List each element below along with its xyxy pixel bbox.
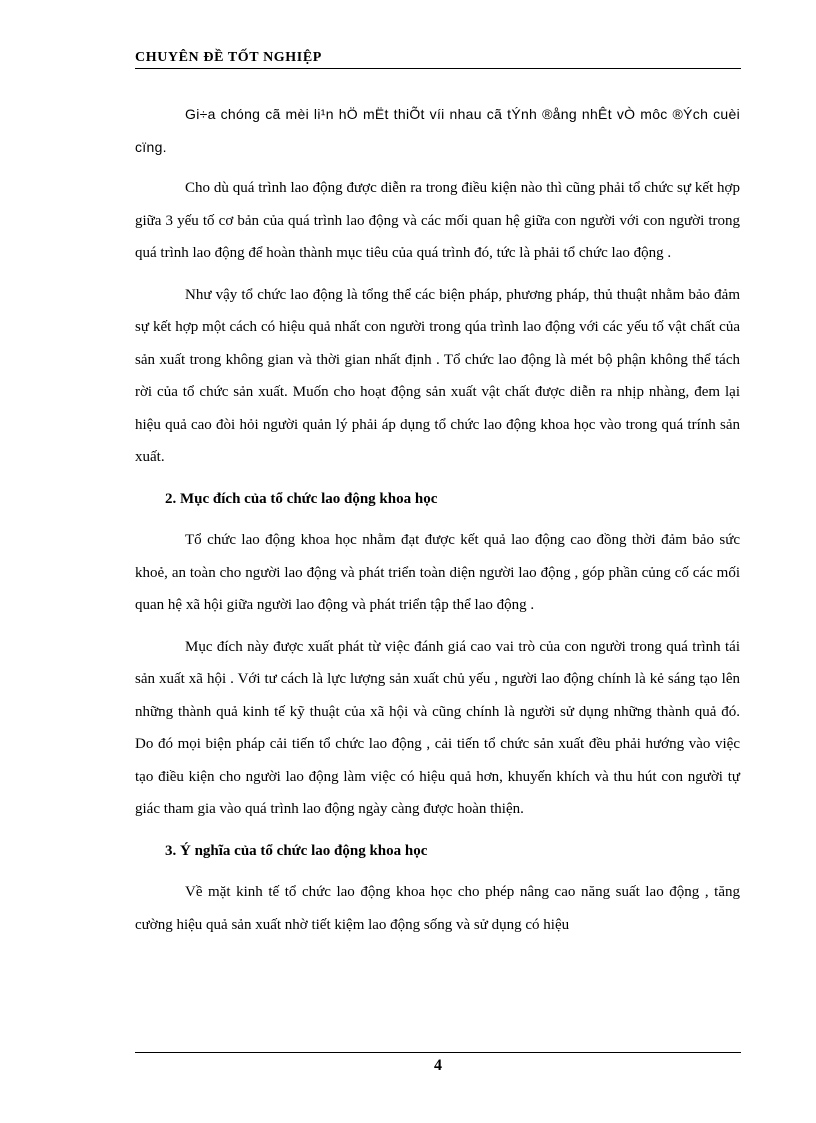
footer-divider bbox=[135, 1052, 741, 1053]
header-divider bbox=[135, 68, 741, 69]
paragraph: Tổ chức lao động khoa học nhằm đạt được kết quả lao động cao đồng thời đảm bảo sức khoẻ, an toàn cho người lao động và phát triển toàn diện người lao động , góp phần củng cố các mối quan hệ xã hội giữa người lao động và phát triển tập thể lao động . bbox=[135, 532, 740, 613]
document-body bbox=[135, 98, 740, 950]
paragraph: Về mặt kinh tế tổ chức lao động khoa học cho phép nâng cao năng suất lao động , tăng cường hiệu quả sản xuất nhờ tiết kiệm lao động sống và sử dụng có hiệu bbox=[135, 884, 740, 933]
page-number: 4 bbox=[434, 1057, 442, 1074]
section-heading-2: 2. Mục đích của tổ chức lao động khoa học bbox=[165, 490, 438, 507]
paragraph: Cho dù quá trình lao động được diễn ra trong điều kiện nào thì cũng phải tổ chức sự kết hợp giữa 3 yếu tố cơ bản của quá trình lao động và các mối quan hệ giữa con người với con người trong quá trình lao động để hoàn thành mục tiêu của quá trình đó, tức là phải tổ chức lao động . bbox=[135, 180, 740, 261]
paragraph: Như vậy tổ chức lao động là tổng thể các biện pháp, phương pháp, thủ thuật nhằm bảo đảm sự kết hợp một cách có hiệu quả nhất con người trong qúa trình lao động với các yếu tố vật chất của sản xuất trong không gian và thời gian nhất định . Tổ chức lao động là mét bộ phận không thể tách rời của tổ chức sản xuất. Muốn cho hoạt động sản xuất vật chất được diễn ra nhịp nhàng, đem lại hiệu quả cao đòi hỏi người quản lý phải áp dụng tổ chức lao động khoa học vào trong quá trính sản xuất. bbox=[135, 286, 740, 465]
page-header: CHUYÊN ĐỀ TỐT NGHIỆP bbox=[135, 50, 322, 65]
paragraph: Mục đích này được xuất phát từ việc đánh giá cao vai trò của con người trong quá trình tái sản xuất xã hội . Với tư cách là lực lượng sản xuất chủ yếu , người lao động chính là kẻ sáng tạo lên những thành quả kinh tế kỹ thuật của xã hội và cũng chính là người sử dụng những thành quả đó. Do đó mọi biện pháp cải tiến tổ chức lao động , cải tiến tổ chức sản xuất đều phải hướng vào việc tạo điều kiện cho người lao động làm việc có hiệu quả hơn, khuyến khích và thu hút con người tự giác tham gia vào quá trình lao động ngày càng được hoàn thiện. bbox=[135, 638, 740, 817]
section-heading-3: 3. Ý nghĩa của tổ chức lao động khoa học bbox=[165, 842, 428, 859]
paragraph-legacy-font: Gi÷a chóng cã mèi li¹n hÖ mËt thiÕt víi nhau cã tÝnh ®ång nhÊt vÒ môc ®Ých cuèi cïng. bbox=[135, 106, 740, 155]
